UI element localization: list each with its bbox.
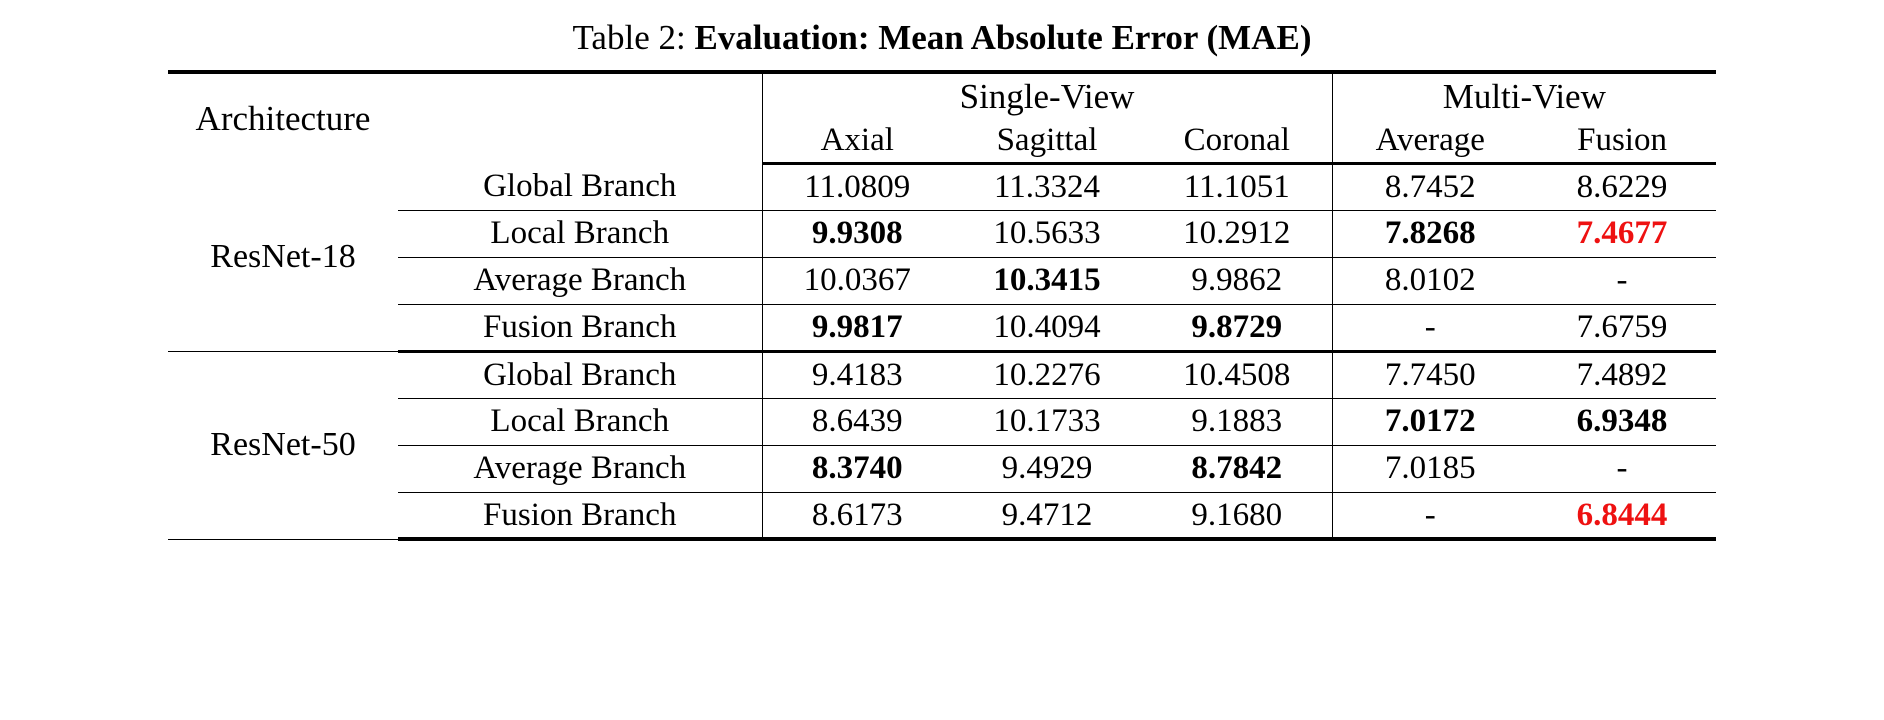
table-row bbox=[168, 163, 1716, 210]
cell-value: 8.6173 bbox=[762, 492, 952, 539]
cell-value: - bbox=[1528, 257, 1716, 304]
cell-value: 9.9308 bbox=[762, 210, 952, 257]
cell-value-best: 6.8444 bbox=[1528, 492, 1716, 539]
column-header-axial: Axial bbox=[762, 119, 952, 163]
row-header-branch: Global Branch bbox=[398, 163, 762, 210]
group-header-single-view: Single-View bbox=[762, 72, 1332, 119]
table-row bbox=[168, 210, 1716, 257]
cell-value: 8.7452 bbox=[1332, 163, 1528, 210]
caption-title: Evaluation: Mean Absolute Error (MAE) bbox=[694, 18, 1312, 57]
cell-value: 10.5633 bbox=[952, 210, 1142, 257]
cell-value: 10.0367 bbox=[762, 257, 952, 304]
cell-value: 6.9348 bbox=[1528, 398, 1716, 445]
cell-value: 8.7842 bbox=[1142, 445, 1332, 492]
column-header-sagittal: Sagittal bbox=[952, 119, 1142, 163]
cell-value: 9.8729 bbox=[1142, 304, 1332, 351]
cell-value: 9.4929 bbox=[952, 445, 1142, 492]
cell-value: 9.9862 bbox=[1142, 257, 1332, 304]
cell-value: 10.2276 bbox=[952, 351, 1142, 398]
cell-value: 11.3324 bbox=[952, 163, 1142, 210]
column-header-average: Average bbox=[1332, 119, 1528, 163]
row-header-architecture: ResNet-18 bbox=[168, 163, 398, 351]
row-header-branch: Fusion Branch bbox=[398, 492, 762, 539]
row-header-architecture: ResNet-50 bbox=[168, 351, 398, 539]
table-row bbox=[168, 304, 1716, 351]
cell-value: 10.3415 bbox=[952, 257, 1142, 304]
cell-value: 11.0809 bbox=[762, 163, 952, 210]
table-row bbox=[168, 351, 1716, 398]
table-row bbox=[168, 257, 1716, 304]
cell-value: - bbox=[1528, 445, 1716, 492]
cell-value: 7.6759 bbox=[1528, 304, 1716, 351]
group-header-row bbox=[168, 72, 1716, 119]
table-row bbox=[168, 398, 1716, 445]
row-header-branch: Local Branch bbox=[398, 398, 762, 445]
cell-value: 9.1883 bbox=[1142, 398, 1332, 445]
cell-value: 10.4508 bbox=[1142, 351, 1332, 398]
column-header-architecture: Architecture bbox=[168, 72, 398, 163]
column-header-coronal: Coronal bbox=[1142, 119, 1332, 163]
cell-value: 8.3740 bbox=[762, 445, 952, 492]
cell-value: 7.4892 bbox=[1528, 351, 1716, 398]
row-header-branch: Local Branch bbox=[398, 210, 762, 257]
column-header-architecture-spacer bbox=[398, 72, 762, 163]
cell-value: 7.8268 bbox=[1332, 210, 1528, 257]
table-row bbox=[168, 445, 1716, 492]
column-header-fusion: Fusion bbox=[1528, 119, 1716, 163]
cell-value: - bbox=[1332, 492, 1528, 539]
cell-value: 8.0102 bbox=[1332, 257, 1528, 304]
table-caption bbox=[168, 18, 1716, 58]
cell-value: 8.6229 bbox=[1528, 163, 1716, 210]
table-row bbox=[168, 492, 1716, 539]
cell-value: 10.1733 bbox=[952, 398, 1142, 445]
mae-results-table bbox=[168, 70, 1716, 541]
cell-value: 9.4183 bbox=[762, 351, 952, 398]
cell-value: 10.2912 bbox=[1142, 210, 1332, 257]
cell-value: 7.7450 bbox=[1332, 351, 1528, 398]
cell-value: 8.6439 bbox=[762, 398, 952, 445]
cell-value: 10.4094 bbox=[952, 304, 1142, 351]
cell-value-best: 7.4677 bbox=[1528, 210, 1716, 257]
row-header-branch: Average Branch bbox=[398, 445, 762, 492]
cell-value: 9.4712 bbox=[952, 492, 1142, 539]
row-header-branch: Fusion Branch bbox=[398, 304, 762, 351]
row-header-branch: Global Branch bbox=[398, 351, 762, 398]
cell-value: 7.0172 bbox=[1332, 398, 1528, 445]
cell-value: - bbox=[1332, 304, 1528, 351]
cell-value: 9.1680 bbox=[1142, 492, 1332, 539]
caption-label: Table 2: bbox=[572, 18, 686, 57]
cell-value: 9.9817 bbox=[762, 304, 952, 351]
cell-value: 11.1051 bbox=[1142, 163, 1332, 210]
row-header-branch: Average Branch bbox=[398, 257, 762, 304]
cell-value: 7.0185 bbox=[1332, 445, 1528, 492]
group-header-multi-view: Multi-View bbox=[1332, 72, 1716, 119]
